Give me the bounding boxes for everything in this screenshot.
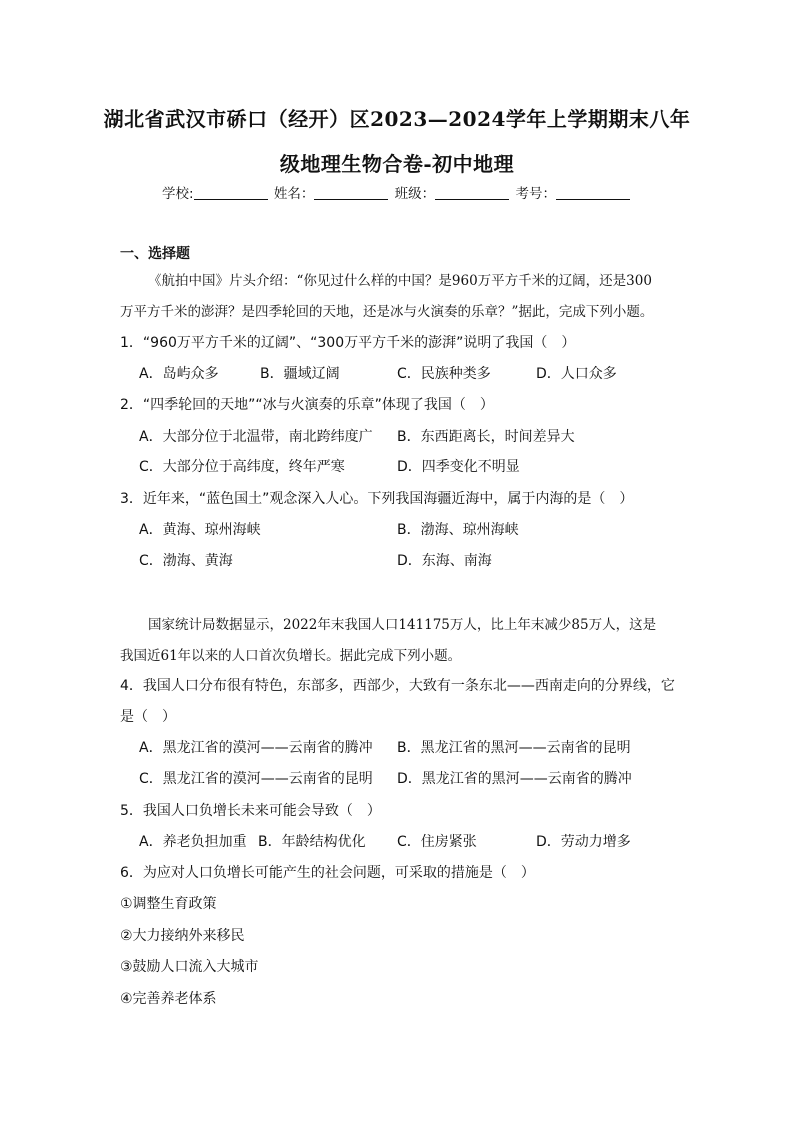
q3-option-c[interactable]: C．渤海、黄海 [139, 553, 233, 569]
q1-option-c[interactable]: C．民族种类多 [397, 366, 491, 382]
q2-option-c[interactable]: C．大部分位于高纬度，终年严寒 [139, 459, 345, 475]
class-label: 班级： [394, 186, 436, 202]
q2-stem: 2．“四季轮回的天地”“冰与火演奏的乐章”体现了我国（ ） [120, 397, 494, 413]
q1-option-a[interactable]: A．岛屿众多 [139, 366, 219, 382]
q5-option-c[interactable]: C．住房紧张 [397, 834, 477, 850]
q6-item-3: ③鼓励人口流入大城市 [120, 959, 259, 975]
q3-option-b[interactable]: B．渤海、琼州海峡 [397, 522, 519, 538]
q4-option-c[interactable]: C．黑龙江省的漠河——云南省的昆明 [139, 771, 373, 787]
q6-item-1: ①调整生育政策 [120, 896, 217, 912]
number-blank[interactable] [556, 185, 630, 200]
q4-option-d[interactable]: D．黑龙江省的黑河——云南省的腾冲 [397, 771, 632, 787]
q6-stem: 6．为应对人口负增长可能产生的社会问题，可采取的措施是（ ） [120, 865, 535, 881]
q6-item-4: ④完善养老体系 [120, 991, 217, 1007]
intro-1-line-1: 《航拍中国》片头介绍：“你见过什么样的中国？是960万平方千米的辽阔，还是300 [148, 273, 652, 289]
intro-2-line-1: 国家统计局数据显示，2022年末我国人口141175万人，比上年末减少85万人，这是 [148, 617, 657, 633]
q4-stem-line-2: 是（ ） [120, 709, 176, 725]
q1-stem: 1．“960万平方千米的辽阔”、“300万平方千米的澎湃”说明了我国（ ） [120, 335, 576, 351]
q1-option-b[interactable]: B．疆域辽阔 [260, 366, 340, 382]
class-blank[interactable] [435, 185, 509, 200]
student-info-line [0, 182, 794, 202]
q3-option-a[interactable]: A．黄海、琼州海峡 [139, 522, 261, 538]
q2-option-d[interactable]: D．四季变化不明显 [397, 459, 520, 475]
intro-1-line-2: 万平方千米的澎湃？是四季轮回的天地，还是冰与火演奏的乐章？”据此，完成下列小题。 [120, 304, 654, 320]
q3-stem: 3．近年来，“蓝色国土”观念深入人心。下列我国海疆近海中，属于内海的是（ ） [120, 491, 634, 507]
q5-stem: 5．我国人口负增长未来可能会导致（ ） [120, 803, 381, 819]
number-label: 考号： [515, 186, 556, 202]
name-label: 姓名： [273, 186, 315, 202]
title-line-1: 湖北省武汉市硚口（经开）区2023—2024学年上学期期末八年 [103, 107, 691, 131]
q6-item-2: ②大力接纳外来移民 [120, 928, 245, 944]
q4-option-a[interactable]: A．黑龙江省的漠河——云南省的腾冲 [139, 740, 373, 756]
section-title: 一、选择题 [120, 246, 190, 262]
q2-option-b[interactable]: B．东西距离长，时间差异大 [397, 429, 575, 445]
q1-option-d[interactable]: D．人口众多 [536, 366, 617, 382]
q4-stem-line-1: 4．我国人口分布很有特色，东部多，西部少，大致有一条东北——西南走向的分界线，它 [120, 678, 675, 694]
q3-option-d[interactable]: D．东海、南海 [397, 553, 492, 569]
name-blank[interactable] [314, 185, 388, 200]
school-label: 学校: [162, 186, 194, 202]
q5-option-a[interactable]: A．养老负担加重 [139, 834, 247, 850]
q5-option-b[interactable]: B．年龄结构优化 [258, 834, 366, 850]
intro-2-line-2: 我国近61年以来的人口首次负增长。据此完成下列小题。 [120, 648, 462, 664]
q5-option-d[interactable]: D．劳动力增多 [536, 834, 631, 850]
q4-option-b[interactable]: B．黑龙江省的黑河——云南省的昆明 [397, 740, 631, 756]
q2-option-a[interactable]: A．大部分位于北温带，南北跨纬度广 [139, 429, 373, 445]
school-blank[interactable] [194, 185, 268, 200]
title-line-2: 级地理生物合卷-初中地理 [279, 152, 515, 176]
